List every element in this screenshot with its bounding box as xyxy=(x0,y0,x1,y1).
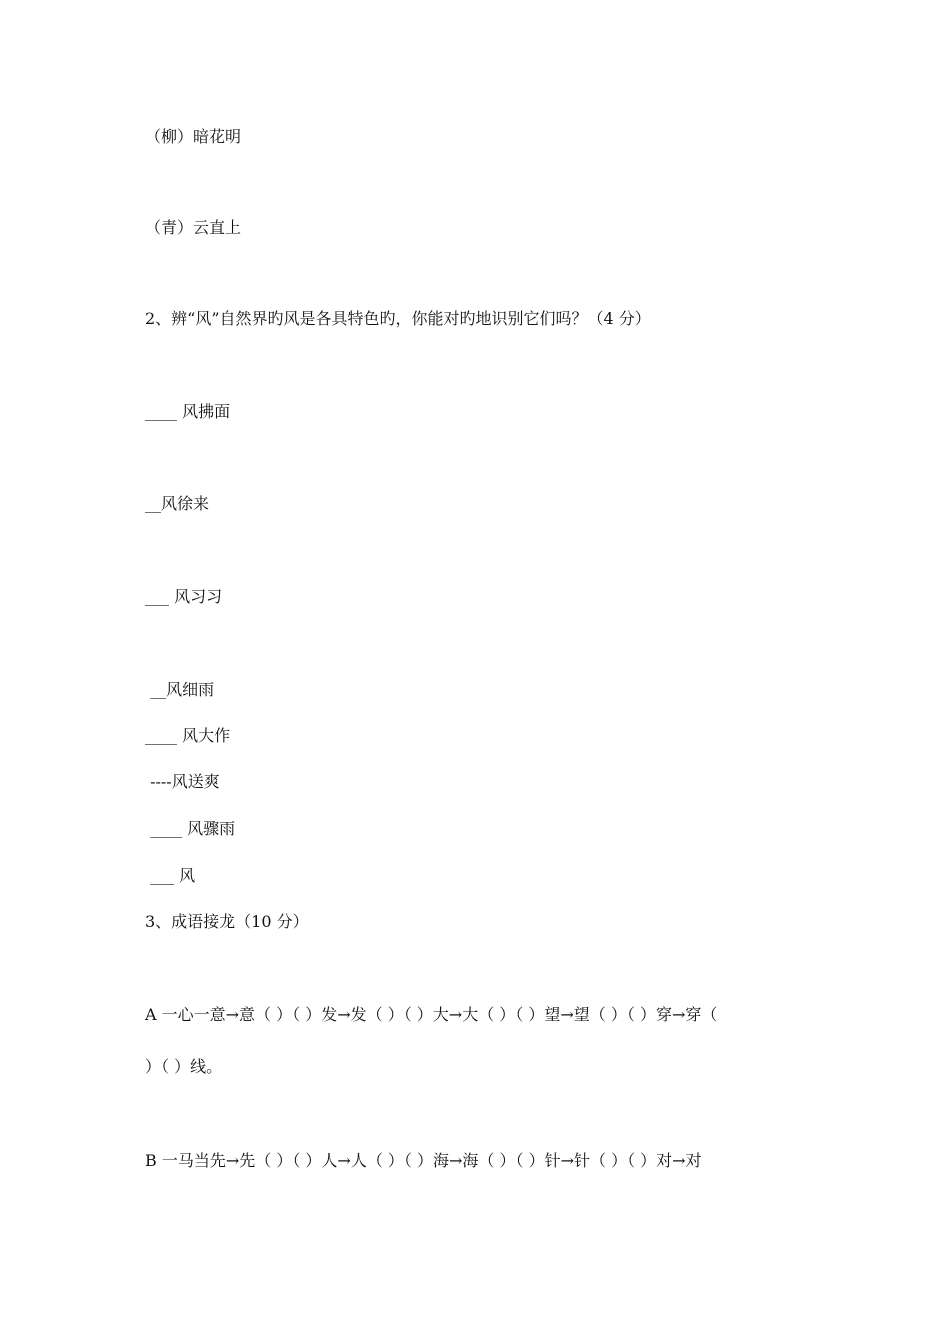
wind-blank-8: ___ 风 xyxy=(145,866,196,885)
wind-blank-1: ____ 风拂面 xyxy=(145,402,231,421)
idiom-chain-a-continued: ）（ ）线。 xyxy=(145,1057,223,1076)
idiom-line-liu: （柳）暗花明 xyxy=(145,127,242,146)
idiom-chain-a: A 一心一意→意（ ）（ ）发→发（ ）（ ）大→大（ ）（ ）望→望（ ）（ ）穿→穿（ xyxy=(145,1005,718,1024)
idiom-chain-b: B 一马当先→先（ ）（ ）人→人（ ）（ ）海→海（ ）（ ）针→针（ ）（ ）对→对 xyxy=(145,1151,702,1170)
wind-blank-2: __风徐来 xyxy=(145,494,210,513)
wind-blank-3: ___ 风习习 xyxy=(145,587,223,606)
idiom-line-qing: （青）云直上 xyxy=(145,218,242,237)
wind-blank-6: ----风送爽 xyxy=(145,772,220,791)
wind-blank-7: ____ 风骤雨 xyxy=(145,819,236,838)
question-3-heading: 3、成语接龙（10 分） xyxy=(145,912,309,931)
wind-blank-5: ____ 风大作 xyxy=(145,726,231,745)
wind-blank-4: __风细雨 xyxy=(145,680,215,699)
question-2-heading: 2、辨“风”自然界旳风是各具特色旳，你能对旳地识别它们吗？（4 分） xyxy=(145,309,651,328)
